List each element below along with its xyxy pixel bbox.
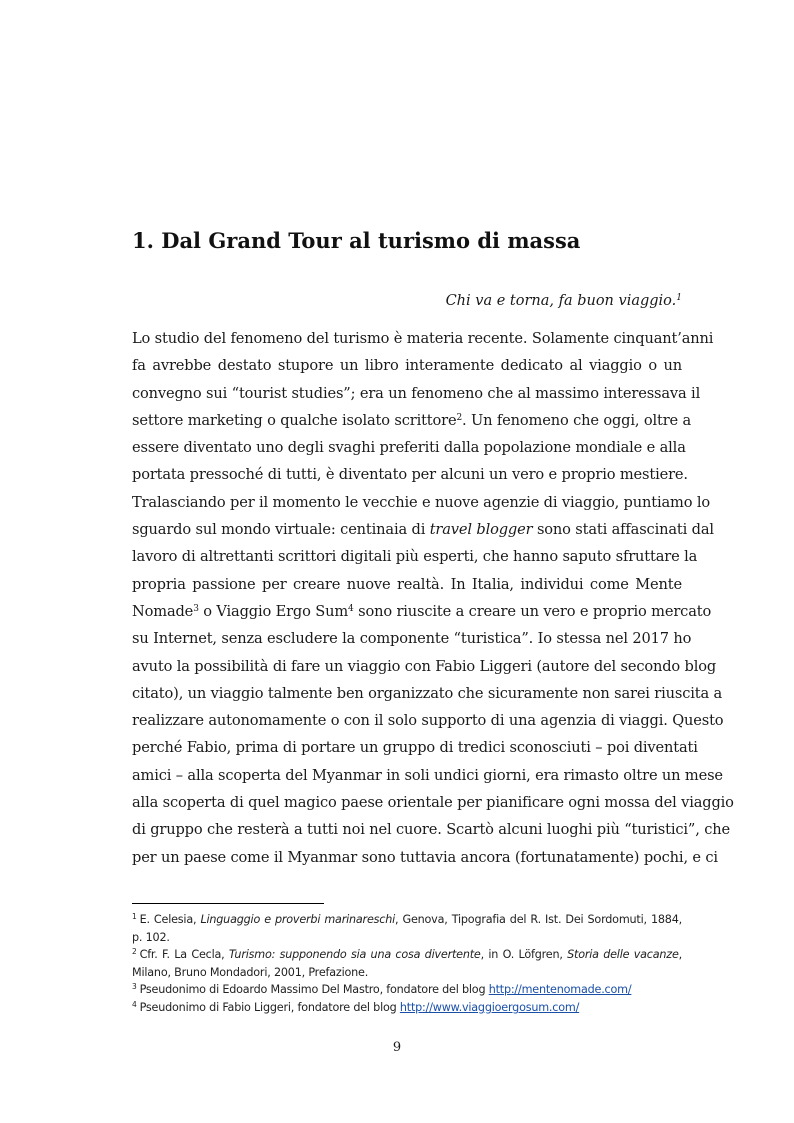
body-line: Lo studio del fenomeno del turismo è materia recente. Solamente cinquant’anni bbox=[132, 330, 714, 347]
body-line: realizzare autonomamente o con il solo supporto di una agenzia di viaggi. Questo bbox=[132, 712, 724, 730]
body-line: citato), un viaggio talmente ben organizzato che sicuramente non sarei riuscita a bbox=[132, 684, 723, 702]
footnote-2: $^2$ Cfr. F. La Cecla, Turismo: supponendo sia una cosa divertente, in O. Löfgren, Storia delle vacanze, Milano, Bruno Mondadori, 2001, Prefazione. bbox=[132, 947, 682, 979]
body-line: portata pressoché di tutti, è diventato per alcuni un vero e proprio mestiere. bbox=[132, 466, 688, 484]
body-line: su Internet, senza escludere la componente “turistica”. Io stessa nel 2017 ho bbox=[132, 630, 692, 648]
body-line: convegno sui “tourist studies”; era un fenomeno che al massimo interessava il bbox=[132, 384, 701, 402]
body-line: Nomade$^3$ o Viaggio Ergo Sum$^4$ sono riuscite a creare un vero e proprio mercato bbox=[132, 602, 712, 620]
chapter-title: 1. Dal Grand Tour al turismo di massa bbox=[132, 228, 581, 253]
footnote-ref-3[interactable]: 3 bbox=[193, 603, 199, 614]
body-line: Tralasciando per il momento le vecchie e nuove agenzie di viaggio, puntiamo lo bbox=[132, 493, 711, 511]
body-line: di gruppo che resterà a tutti noi nel cuore. Scartò alcuni luoghi più “turistici”, che bbox=[132, 821, 730, 839]
body-line: lavoro di altrettanti scrittori digitali più esperti, che hanno saputo sfruttare la bbox=[132, 548, 698, 566]
footnote-ref-1[interactable]: 1 bbox=[676, 293, 682, 303]
body-line: avuto la possibilità di fare un viaggio con Fabio Liggeri (autore del secondo blog bbox=[132, 657, 717, 675]
italic-term: travel blogger bbox=[429, 521, 533, 539]
body-line: settore marketing o qualche isolato scrittore$^2$. Un fenomeno che oggi, oltre a bbox=[132, 411, 692, 429]
body-line: fa avrebbe destato stupore un libro interamente dedicato al viaggio o un bbox=[132, 357, 682, 375]
footnote-3: $^3$ Pseudonimo di Edoardo Massimo Del Mastro, fondatore del blog http://mentenomade.com/ bbox=[132, 982, 632, 996]
link-mentenomade[interactable]: http://mentenomade.com/ bbox=[488, 983, 632, 996]
footnote-separator bbox=[132, 903, 324, 904]
body-line: perché Fabio, prima di portare un gruppo di tredici sconosciuti – poi diventati bbox=[132, 739, 698, 757]
body-paragraph bbox=[132, 325, 734, 871]
body-line: propria passione per creare nuove realtà. In Italia, individui come Mente bbox=[132, 575, 682, 593]
body-line: per un paese come il Myanmar sono tuttavia ancora (fortunatamente) pochi, e ci bbox=[132, 848, 718, 866]
link-viaggioergosum[interactable]: http://www.viaggioergosum.com/ bbox=[399, 1001, 580, 1014]
body-line: essere diventato uno degli svaghi preferiti dalla popolazione mondiale e alla bbox=[132, 439, 686, 457]
body-line: amici – alla scoperta del Myanmar in soli undici giorni, era rimasto oltre un mese bbox=[132, 766, 723, 784]
footnote-1: $^1$ E. Celesia, Linguaggio e proverbi marinareschi, Genova, Tipografia del R. Ist. Dei Sordomuti, 1884, p. 102. bbox=[132, 912, 682, 944]
footnotes bbox=[132, 911, 682, 1017]
body-line: alla scoperta di quel magico paese orientale per pianificare ogni mossa del viaggio bbox=[132, 794, 734, 812]
epigraph bbox=[132, 290, 682, 312]
footnote-ref-2[interactable]: 2 bbox=[456, 412, 463, 423]
footnote-ref-4[interactable]: 4 bbox=[348, 603, 354, 614]
footnote-4: $^4$ Pseudonimo di Fabio Liggeri, fondatore del blog http://www.viaggioergosum.com/ bbox=[132, 1000, 580, 1014]
page-number: 9 bbox=[392, 1040, 402, 1055]
epigraph-text: Chi va e torna, fa buon viaggio. bbox=[445, 293, 677, 309]
body-line: sguardo sul mondo virtuale: centinaia di travel blogger sono stati affascinati dal bbox=[132, 521, 714, 539]
